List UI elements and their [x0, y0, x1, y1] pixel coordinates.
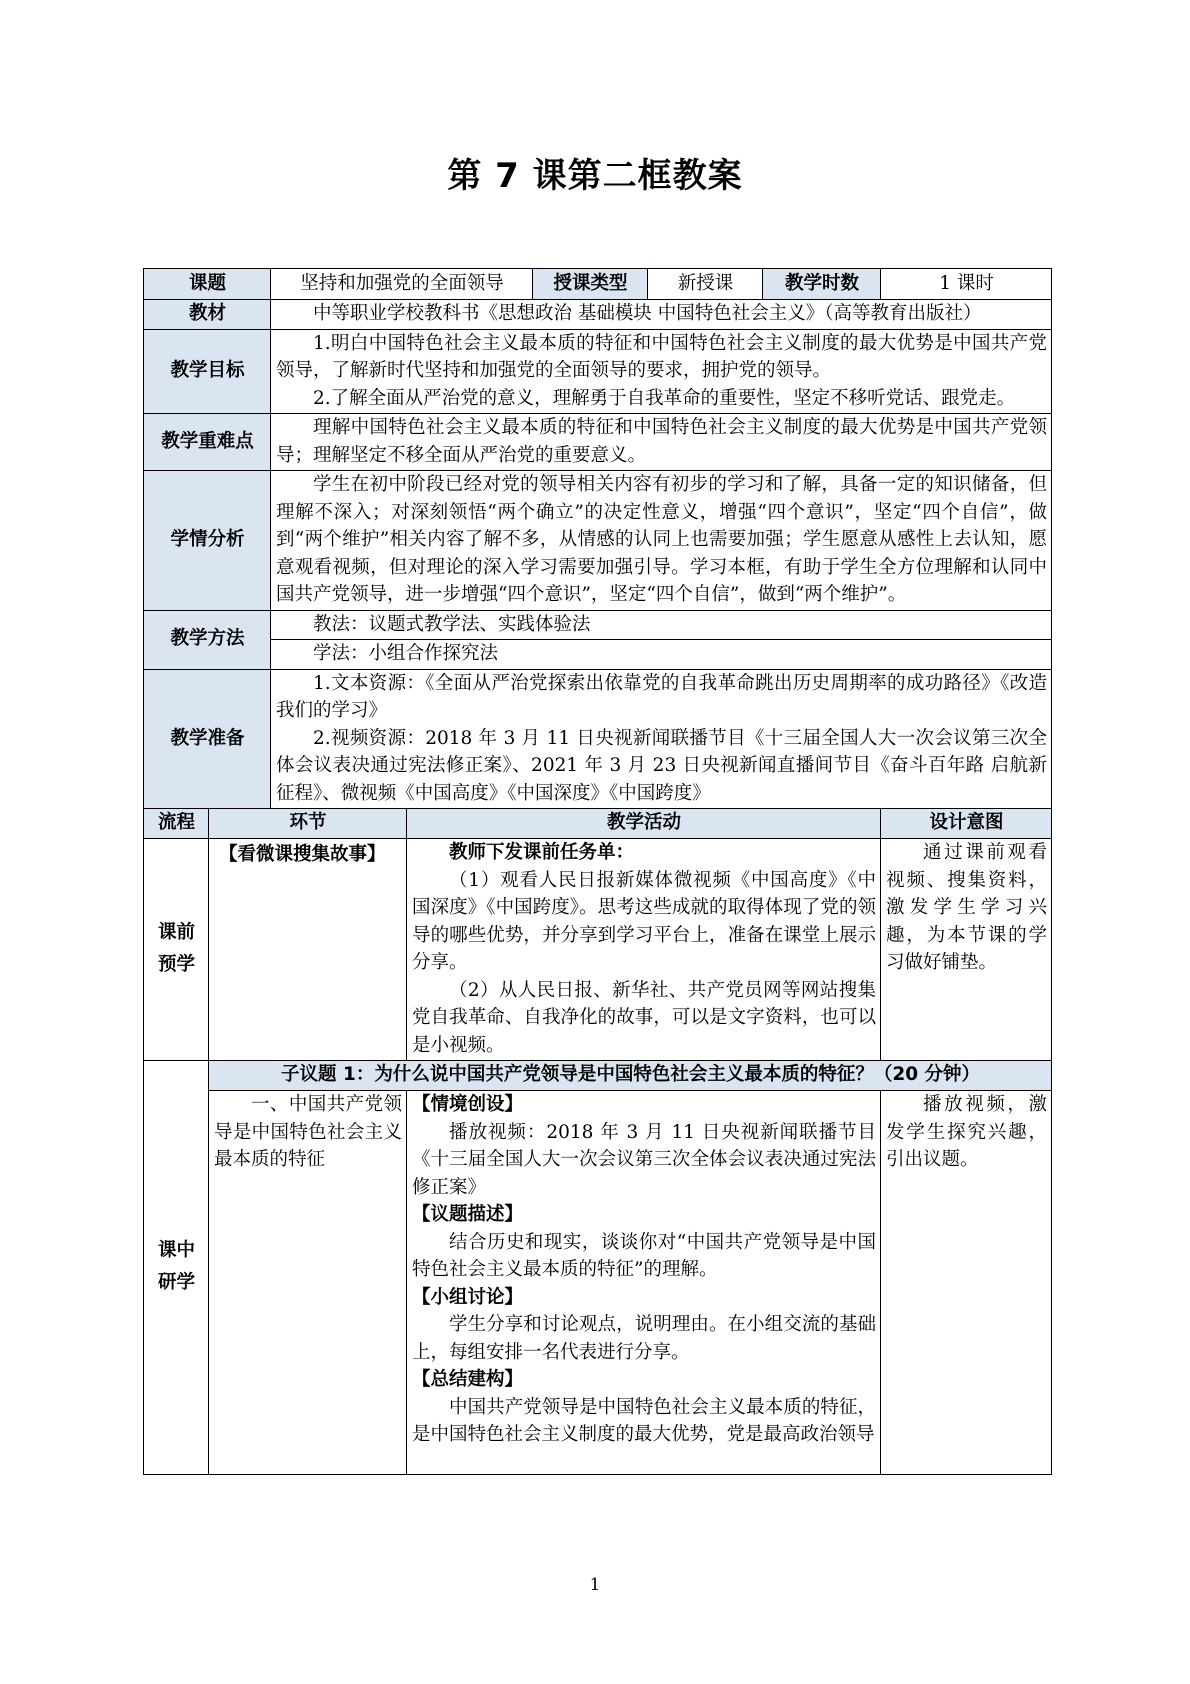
activity-header: 教学活动 — [407, 809, 881, 839]
inclass-stage: 一、中国共产党领导是中国特色社会主义最本质的特征 — [214, 1094, 403, 1170]
subtopic-1: 子议题 1：为什么说中国共产党领导是中国特色社会主义最本质的特征？（20 分钟） — [209, 1061, 1052, 1091]
analysis-value: 学生在初中阶段已经对党的领导相关内容有初步的学习和了解，具备一定的知识储备，但理解不深入；对深刻领悟“两个确立”的决定性意义，增强“四个意识”，坚定“四个自信”，做到“两个维护”相关内容了解不多，从情感的认同上也需要加强；学生愿意从感性上去认知，愿意观看视频，但对理论的深入学习需要加强引导。学习本框，有助于学生全方位理解和认同中国共产党领导，进一步增强“四个意识”，坚定“四个自信”，做到“两个维护”。 — [276, 474, 1048, 605]
row-analysis — [144, 471, 1052, 611]
lesson-plan-table — [143, 268, 1052, 1475]
topic-value: 坚持和加强党的全面领导 — [271, 269, 533, 300]
preclass-stage: 【看微课搜集故事】 — [219, 844, 386, 865]
row-preclass — [144, 839, 1052, 1061]
inclass-flow: 课中研学 — [144, 1061, 209, 1475]
methods-label: 教学方法 — [144, 610, 271, 669]
row-inclass — [144, 1091, 1052, 1475]
methods-learn: 学法：小组合作探究法 — [313, 643, 499, 664]
textbook-value: 中等职业学校教科书《思想政治 基础模块 中国特色社会主义》（高等教育出版社） — [313, 303, 982, 324]
preclass-text-2: （2）从人民日报、新华社、共产党员网等网站搜集党自我革命、自我净化的故事，可以是文字资料，也可以是小视频。 — [412, 979, 877, 1056]
hours-label: 教学时数 — [763, 269, 881, 300]
row-process-header — [144, 809, 1052, 839]
row-goals — [144, 329, 1052, 414]
prep-label: 教学准备 — [144, 669, 271, 809]
inclass-intent: 播放视频，激发学生探究兴趣，引出议题。 — [886, 1094, 1048, 1170]
keypoints-value: 理解中国特色社会主义最本质的特征和中国特色社会主义制度的最大优势是中国共产党领导；理解坚定不移全面从严治党的重要意义。 — [276, 417, 1048, 466]
lesson-type-label: 授课类型 — [533, 269, 648, 300]
group-discussion-text: 学生分享和讨论观点，说明理由。在小组交流的基础上，每组安排一名代表进行分享。 — [412, 1314, 877, 1363]
analysis-label: 学情分析 — [144, 471, 271, 611]
topic-label: 课题 — [144, 269, 271, 300]
situation-text: 播放视频：2018 年 3 月 11 日央视新闻联播节目《十三届全国人大一次会议第三次全体会议表决通过宪法修正案》 — [412, 1121, 877, 1198]
preclass-heading: 教师下发课前任务单： — [449, 842, 635, 863]
flow-header: 流程 — [144, 809, 209, 839]
intent-header: 设计意图 — [881, 809, 1052, 839]
hours-value: 1 课时 — [881, 269, 1052, 300]
page-number: 1 — [589, 1575, 601, 1595]
lesson-type-value: 新授课 — [648, 269, 763, 300]
page-title: 第 7 课第二框教案 — [447, 156, 743, 196]
summary-text: 中国共产党领导是中国特色社会主义最本质的特征，是中国特色社会主义制度的最大优势，党是最高政治领导 — [412, 1396, 877, 1445]
prep-text-1: 1.文本资源：《全面从严治党探索出依靠党的自我革命跳出历史周期率的成功路径》《改造我们的学习》 — [276, 672, 1048, 721]
stage-header: 环节 — [209, 809, 407, 839]
goals-text-1: 1.明白中国特色社会主义最本质的特征和中国特色社会主义制度的最大优势是中国共产党领导，了解新时代坚持和加强党的全面领导的要求，拥护党的领导。 — [276, 332, 1048, 381]
row-prep — [144, 669, 1052, 809]
preclass-flow: 课前预学 — [144, 839, 209, 1061]
row-subtopic — [144, 1061, 1052, 1091]
row-methods-learn — [144, 640, 1052, 670]
topic-desc-text: 结合历史和现实，谈谈你对“中国共产党领导是中国特色社会主义最本质的特征”的理解。 — [412, 1231, 877, 1280]
row-methods-teach — [144, 610, 1052, 640]
situation-heading: 【情境创设】 — [412, 1094, 524, 1115]
textbook-label: 教材 — [144, 300, 271, 330]
row-textbook — [144, 300, 1052, 330]
goals-label: 教学目标 — [144, 329, 271, 414]
group-discussion-heading: 【小组讨论】 — [412, 1286, 524, 1308]
preclass-intent: 通过课前观看视频、搜集资料，激发学生学习兴趣，为本节课的学习做好铺垫。 — [886, 842, 1048, 973]
row-topic — [144, 269, 1052, 300]
preclass-text-1: （1）观看人民日报新媒体微视频《中国高度》《中国深度》《中国跨度》。思考这些成就的取得体现了党的领导的哪些优势，并分享到学习平台上，准备在课堂上展示分享。 — [412, 869, 877, 973]
row-keypoints — [144, 414, 1052, 471]
keypoints-label: 教学重难点 — [144, 414, 271, 471]
summary-heading: 【总结建构】 — [412, 1369, 524, 1390]
topic-desc-heading: 【议题描述】 — [412, 1204, 524, 1225]
methods-teach: 教法：议题式教学法、实践体验法 — [313, 613, 591, 635]
prep-text-2: 2.视频资源：2018 年 3 月 11 日央视新闻联播节目《十三届全国人大一次会议第三次全体会议表决通过宪法修正案》、2021 年 3 月 23 日央视新闻直播间节目《奋斗百年路 启航新征程》、微视频《中国高度》《中国深度》《中国跨度》 — [276, 727, 1048, 804]
goals-text-2: 2.了解全面从严治党的意义，理解勇于自我革命的重要性，坚定不移听党话、跟党走。 — [313, 387, 1016, 409]
